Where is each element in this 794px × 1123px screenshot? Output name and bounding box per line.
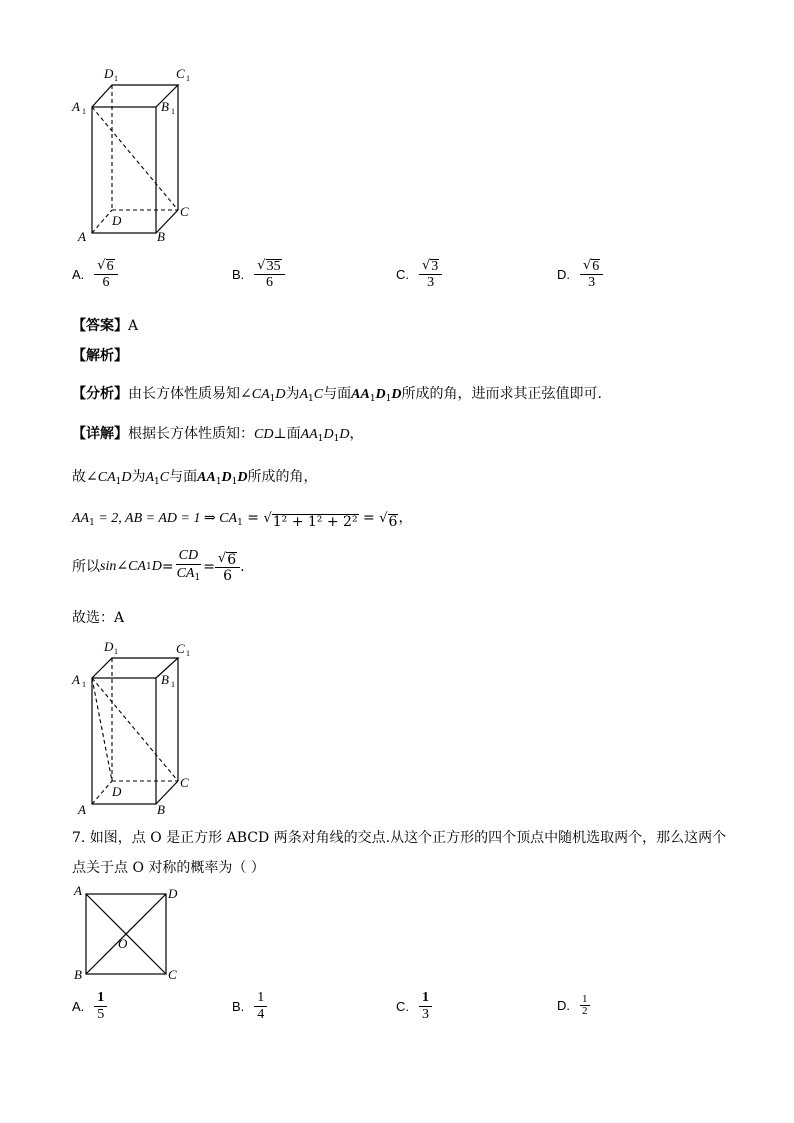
label-B: B bbox=[157, 229, 165, 244]
option-label: D. bbox=[557, 998, 570, 1013]
q7-stem-line2: 点关于点 O 对称的概率为（ ） bbox=[72, 860, 265, 876]
svg-text:1: 1 bbox=[186, 649, 190, 658]
label-D1: D bbox=[104, 66, 114, 81]
option-label: C. bbox=[396, 999, 409, 1014]
svg-text:1: 1 bbox=[82, 680, 86, 689]
label-A1: A bbox=[72, 99, 80, 114]
label-A1: A bbox=[72, 672, 80, 687]
label-A: A bbox=[78, 229, 86, 244]
cuboid-figure-bottom bbox=[70, 633, 200, 818]
label-A: A bbox=[74, 883, 82, 898]
q7-option-a[interactable]: A. $\frac{1}{5}$ bbox=[72, 990, 107, 1023]
label-D: D bbox=[112, 213, 122, 228]
square-figure bbox=[70, 882, 185, 982]
label-B: B bbox=[74, 967, 82, 982]
q7-stem-line1: 7. 如图，点 O 是正方形 ABCD 两条对角线的交点.从这个正方形的四个顶点中随机选取两个，那么这两个 bbox=[72, 830, 727, 846]
q7-option-c[interactable]: C. $\frac{1}{3}$ bbox=[396, 990, 432, 1023]
option-label: A. bbox=[72, 999, 85, 1014]
answer-line: 【答案】A bbox=[72, 318, 139, 334]
analysis-line: 【分析】由长方体性质易知$\angle CA_1D$为$A_1C$与面$AA_1D_1D$所成的角，进而求其正弦值即可. bbox=[72, 386, 602, 404]
q6-option-b[interactable]: B. √ 35 6 bbox=[232, 258, 285, 291]
svg-text:1: 1 bbox=[171, 680, 175, 689]
label-C: C bbox=[180, 204, 189, 219]
svg-text:1: 1 bbox=[114, 647, 118, 656]
label-C: C bbox=[168, 967, 177, 982]
q6-option-c[interactable]: C. √ 3 3 bbox=[396, 258, 442, 291]
calculation-line: $AA_1 = 2$, AB = AD = 1 ⇒ $CA_1$ = √ 1² + 1² + 2² = √ 6 ， bbox=[72, 510, 413, 530]
q7-option-b[interactable]: B. $\frac{1}{4}$ bbox=[232, 990, 267, 1023]
q7-option-d[interactable]: D. $\frac{1}{2}$ bbox=[557, 993, 588, 1017]
option-label: B. bbox=[232, 267, 245, 282]
label-C1: C bbox=[176, 66, 185, 81]
option-label: A. bbox=[72, 267, 85, 282]
label-C: C bbox=[180, 775, 189, 790]
cuboid-figure-top bbox=[70, 60, 200, 245]
analysis-heading: 【解析】 bbox=[72, 348, 128, 364]
label-D: D bbox=[168, 886, 178, 901]
svg-text:1: 1 bbox=[171, 107, 175, 116]
label-B1: B bbox=[161, 672, 169, 687]
svg-text:1: 1 bbox=[82, 107, 86, 116]
label-A: A bbox=[78, 802, 86, 817]
option-label: C. bbox=[396, 267, 409, 282]
option-label: B. bbox=[232, 999, 245, 1014]
q6-option-a[interactable]: A. √ 6 6 bbox=[72, 258, 118, 291]
label-D1: D bbox=[104, 639, 114, 654]
q6-option-d[interactable]: D. √ 6 3 bbox=[557, 258, 603, 291]
label-B: B bbox=[157, 802, 165, 817]
detail-line: 【详解】根据长方体性质知：CD⊥面$AA_1D_1D$， bbox=[72, 426, 364, 444]
label-O: O bbox=[118, 936, 128, 951]
label-D: D bbox=[112, 784, 122, 799]
svg-text:1: 1 bbox=[186, 74, 190, 83]
choose-line: 故选：A bbox=[72, 610, 125, 626]
option-label: D. bbox=[557, 267, 570, 282]
sine-line: 所以 sin∠CA 1 D = $\frac{CD}{CA_1}$ = √ 6 6 . bbox=[72, 548, 245, 584]
label-B1: B bbox=[161, 99, 169, 114]
svg-text:1: 1 bbox=[114, 74, 118, 83]
therefore-line: 故$\angle CA_1D$为$A_1C$与面$AA_1D_1D$所成的角， bbox=[72, 469, 318, 487]
label-C1: C bbox=[176, 641, 185, 656]
